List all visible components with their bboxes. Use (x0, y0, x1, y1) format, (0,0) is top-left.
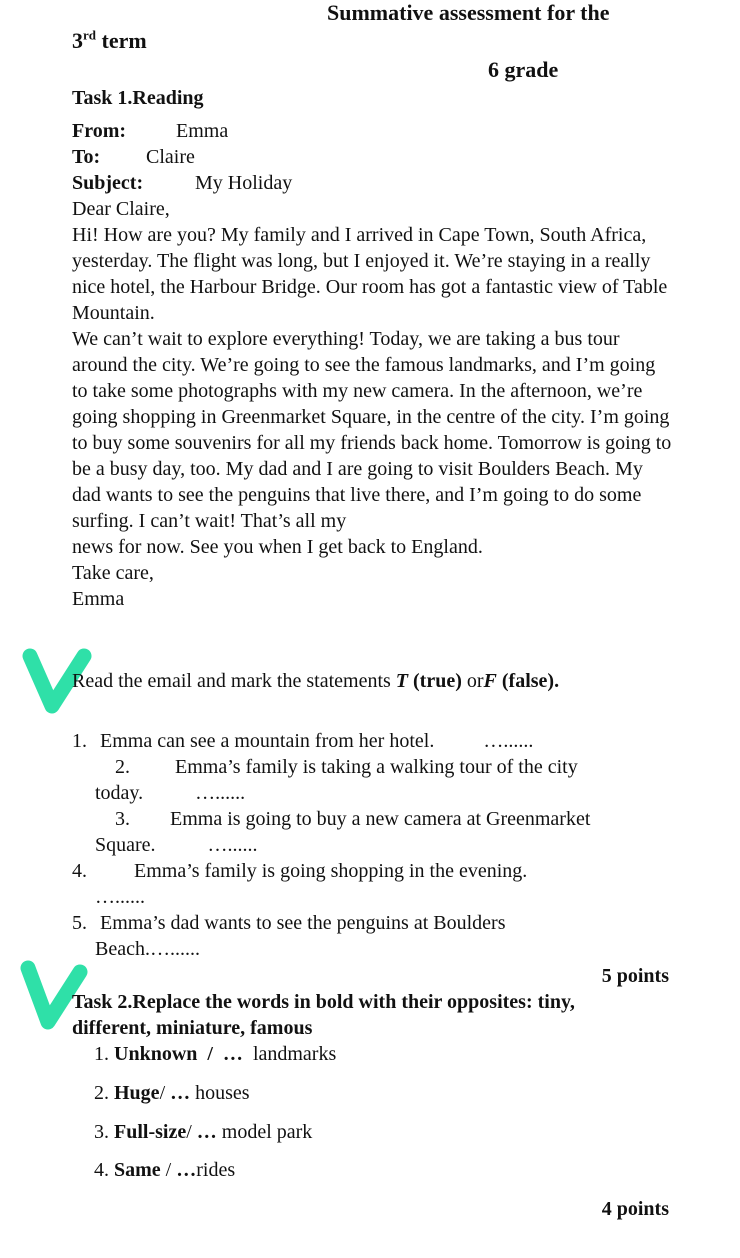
answer-blank[interactable]: …...... (195, 782, 246, 804)
task2-points: 4 points (601, 1198, 669, 1220)
task2-title-continued: different, miniature, famous (72, 1017, 313, 1039)
email-body (72, 222, 672, 612)
task2-item-4: 4. Same / …rides (94, 1159, 236, 1181)
email-greeting: Dear Claire, (72, 198, 170, 220)
task2-title: Task 2.Replace the words in bold with their opposites: tiny, (72, 991, 575, 1013)
answer-blank[interactable]: … (196, 1121, 217, 1143)
task1-title: Task 1.Reading (72, 87, 204, 109)
answer-blank[interactable]: … (170, 1082, 191, 1104)
email-paragraph: news for now. See you when I get back to England. (72, 536, 483, 558)
task2-item-2: 2. Huge/ … houses (94, 1082, 250, 1104)
task2-item-1: 1. Unknown / … landmarks (94, 1043, 337, 1065)
from-value: Emma (176, 120, 229, 142)
term-label: 3rd term (72, 27, 147, 53)
statement-2: 2. Emma’s family is taking a walking tour of the city (115, 756, 578, 778)
answer-blank[interactable]: …...... (207, 834, 258, 856)
grade-label: 6 grade (488, 57, 559, 82)
from-label: From: (72, 120, 127, 142)
statement-4: 4. Emma’s family is going shopping in the evening. (72, 860, 528, 882)
statement-5: 5. Emma’s dad wants to see the penguins at Boulders (72, 912, 506, 934)
task1-points: 5 points (601, 965, 669, 987)
answer-blank[interactable]: … (176, 1159, 197, 1181)
email-closing: Take care, (72, 562, 154, 584)
subject-value: My Holiday (195, 172, 293, 194)
email-paragraph: We can’t wait to explore everything! Today, we are taking a bus tour around the city. We’re going to see the famous landmarks, and I’m going to take some photographs with my new camera. In the afternoon, we’re going shopping in Greenmarket Square, in the centre of the city. I’m going to buy some souvenirs for all my friends back home. Tomorrow is going to be a busy day, too. My dad and I are going to visit Boulders Beach. My dad wants to see the penguins that live there, and I’m going to do some surfing. I can’t wait! That’s all my (72, 328, 672, 532)
to-label: To: (72, 146, 101, 168)
task1-instruction: Read the email and mark the statements T (true) orF (false). (72, 670, 560, 692)
statement-2-continued: today. …...... (95, 782, 246, 804)
statement-5-continued: Beach.…...... (95, 938, 200, 960)
email-paragraph: Hi! How are you? My family and I arrived in Cape Town, South Africa, yesterday. The flight was long, but I enjoyed it. We’re staying in a really nice hotel, the Harbour Bridge. Our room has got a fantastic view of Table Mountain. (72, 224, 668, 324)
subject-label: Subject: (72, 172, 144, 194)
task2-item-3: 3. Full-size/ … model park (94, 1121, 313, 1143)
answer-blank[interactable]: …...... (95, 886, 145, 908)
page-title: Summative assessment for the (327, 0, 610, 25)
to-value: Claire (146, 146, 195, 168)
statement-3: 3. Emma is going to buy a new camera at Greenmarket (115, 808, 591, 830)
answer-blank[interactable]: …...... (483, 730, 534, 752)
email-signature: Emma (72, 588, 125, 610)
statement-1: 1. Emma can see a mountain from her hotel. …...... (72, 730, 534, 752)
statement-3-continued: Square. …...... (95, 834, 258, 856)
